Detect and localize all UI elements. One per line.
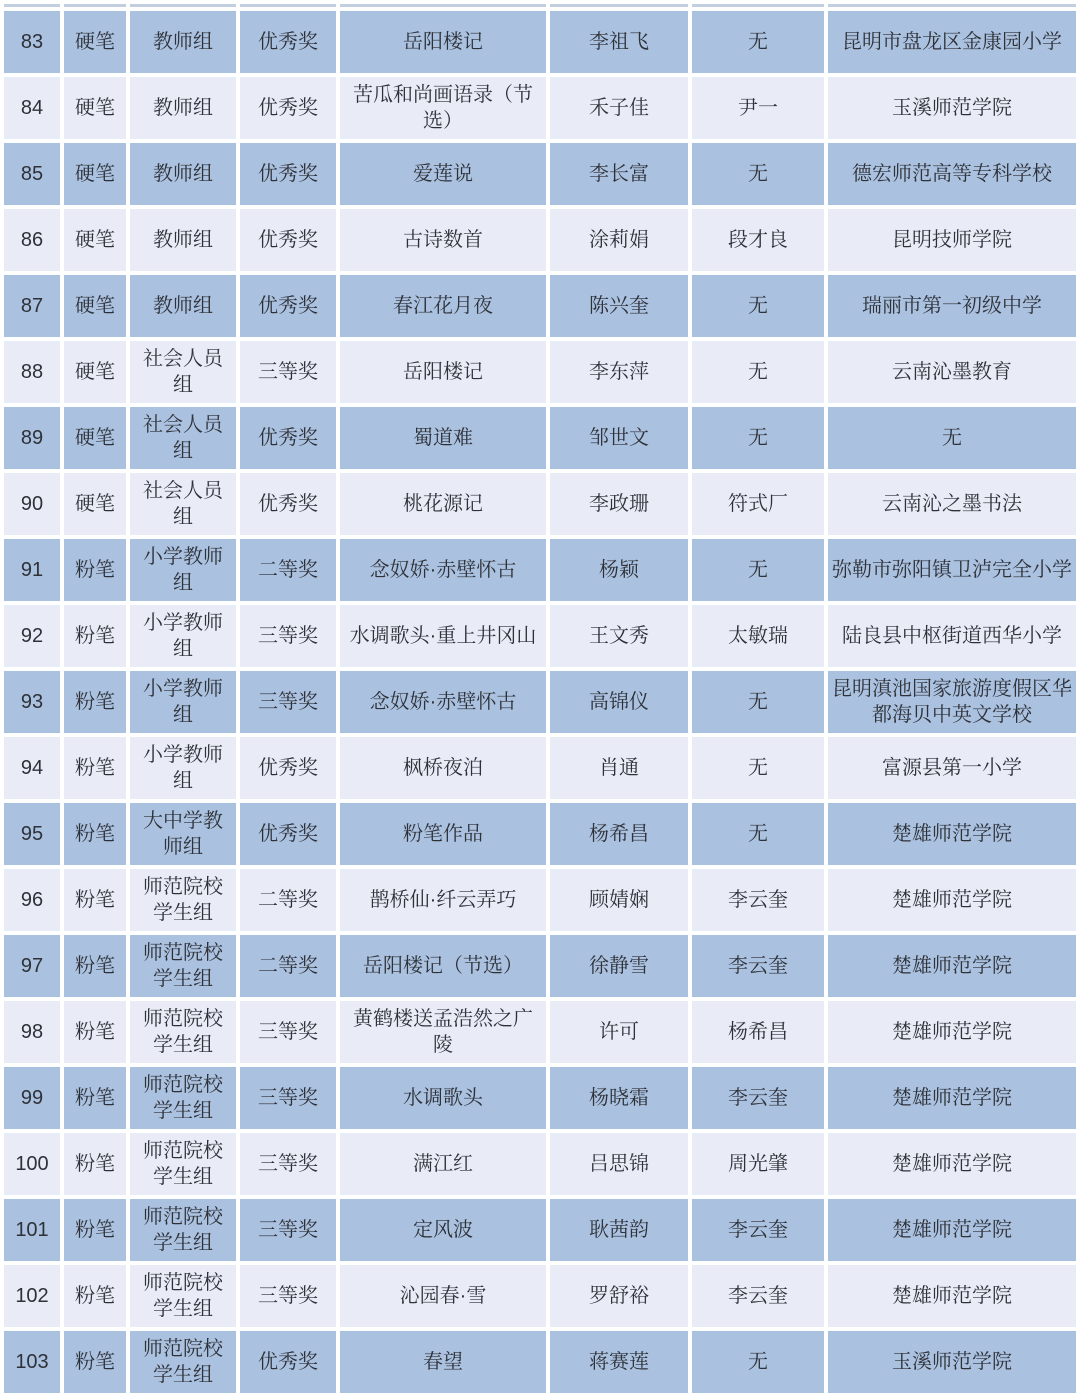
table-row xyxy=(4,473,1076,535)
cell-group: 社会人员组 xyxy=(130,473,236,535)
cell-author: 陈兴奎 xyxy=(550,275,688,337)
cell-instructor: 符式厂 xyxy=(692,473,824,535)
cell-school: 昆明滇池国家旅游度假区华都海贝中英文学校 xyxy=(828,671,1076,733)
table-row xyxy=(4,869,1076,931)
cell-school: 云南沁墨教育 xyxy=(828,341,1076,403)
cell-title: 定风波 xyxy=(340,1199,546,1261)
partial-cell-author xyxy=(550,4,688,7)
cell-instructor: 无 xyxy=(692,407,824,469)
cell-award: 三等奖 xyxy=(240,1133,336,1195)
cell-group: 教师组 xyxy=(130,11,236,73)
cell-instructor: 无 xyxy=(692,671,824,733)
cell-instructor: 尹一 xyxy=(692,77,824,139)
cell-pen: 粉笔 xyxy=(64,1199,126,1261)
table-row xyxy=(4,275,1076,337)
cell-group: 教师组 xyxy=(130,77,236,139)
cell-award: 三等奖 xyxy=(240,1067,336,1129)
cell-pen: 粉笔 xyxy=(64,803,126,865)
table-row xyxy=(4,1331,1076,1393)
table-row xyxy=(4,737,1076,799)
partial-cell-instructor xyxy=(692,4,824,7)
cell-pen: 硬笔 xyxy=(64,473,126,535)
cell-no: 99 xyxy=(4,1067,60,1129)
cell-pen: 粉笔 xyxy=(64,1067,126,1129)
cell-author: 邹世文 xyxy=(550,407,688,469)
cell-group: 社会人员组 xyxy=(130,407,236,469)
partial-cell-title xyxy=(340,4,546,7)
cell-title: 粉笔作品 xyxy=(340,803,546,865)
cell-pen: 粉笔 xyxy=(64,1133,126,1195)
cell-group: 社会人员组 xyxy=(130,341,236,403)
cell-title: 黄鹤楼送孟浩然之广陵 xyxy=(340,1001,546,1063)
cell-no: 85 xyxy=(4,143,60,205)
cell-no: 91 xyxy=(4,539,60,601)
cell-no: 89 xyxy=(4,407,60,469)
cell-pen: 粉笔 xyxy=(64,935,126,997)
cell-no: 100 xyxy=(4,1133,60,1195)
table-row xyxy=(4,1133,1076,1195)
table-row xyxy=(4,935,1076,997)
cell-group: 师范院校学生组 xyxy=(130,1067,236,1129)
cell-title: 苦瓜和尚画语录（节选） xyxy=(340,77,546,139)
cell-group: 小学教师组 xyxy=(130,671,236,733)
cell-instructor: 无 xyxy=(692,539,824,601)
table-row xyxy=(4,539,1076,601)
cell-award: 三等奖 xyxy=(240,1001,336,1063)
cell-author: 肖通 xyxy=(550,737,688,799)
cell-award: 优秀奖 xyxy=(240,11,336,73)
cell-award: 优秀奖 xyxy=(240,473,336,535)
cell-school: 楚雄师范学院 xyxy=(828,935,1076,997)
cell-pen: 硬笔 xyxy=(64,407,126,469)
cell-group: 教师组 xyxy=(130,209,236,271)
cell-instructor: 李云奎 xyxy=(692,1199,824,1261)
cell-group: 师范院校学生组 xyxy=(130,1199,236,1261)
cell-author: 许可 xyxy=(550,1001,688,1063)
table-row xyxy=(4,1001,1076,1063)
cell-school: 瑞丽市第一初级中学 xyxy=(828,275,1076,337)
cell-pen: 粉笔 xyxy=(64,1265,126,1327)
cell-author: 高锦仪 xyxy=(550,671,688,733)
cell-author: 徐静雪 xyxy=(550,935,688,997)
cell-award: 三等奖 xyxy=(240,671,336,733)
cell-no: 93 xyxy=(4,671,60,733)
cell-author: 杨希昌 xyxy=(550,803,688,865)
cell-group: 教师组 xyxy=(130,275,236,337)
cell-group: 小学教师组 xyxy=(130,605,236,667)
cell-title: 春望 xyxy=(340,1331,546,1393)
cell-no: 103 xyxy=(4,1331,60,1393)
cell-no: 86 xyxy=(4,209,60,271)
cell-award: 三等奖 xyxy=(240,1199,336,1261)
cell-group: 师范院校学生组 xyxy=(130,1133,236,1195)
cell-author: 耿茜韵 xyxy=(550,1199,688,1261)
cell-school: 楚雄师范学院 xyxy=(828,1265,1076,1327)
cell-author: 禾子佳 xyxy=(550,77,688,139)
cell-school: 弥勒市弥阳镇卫泸完全小学 xyxy=(828,539,1076,601)
cell-instructor: 段才良 xyxy=(692,209,824,271)
cell-title: 念奴娇·赤壁怀古 xyxy=(340,671,546,733)
cell-award: 二等奖 xyxy=(240,869,336,931)
cell-group: 师范院校学生组 xyxy=(130,869,236,931)
cell-title: 水调歌头·重上井冈山 xyxy=(340,605,546,667)
cell-award: 优秀奖 xyxy=(240,77,336,139)
table-row xyxy=(4,11,1076,73)
cell-no: 101 xyxy=(4,1199,60,1261)
partial-cell-award xyxy=(240,4,336,7)
cell-school: 玉溪师范学院 xyxy=(828,1331,1076,1393)
table-body xyxy=(4,4,1076,1393)
cell-title: 鹊桥仙·纤云弄巧 xyxy=(340,869,546,931)
cell-pen: 硬笔 xyxy=(64,209,126,271)
partial-top-row xyxy=(4,4,1076,7)
cell-instructor: 太敏瑞 xyxy=(692,605,824,667)
cell-award: 三等奖 xyxy=(240,605,336,667)
table-row xyxy=(4,671,1076,733)
cell-instructor: 无 xyxy=(692,275,824,337)
table-row xyxy=(4,341,1076,403)
cell-award: 优秀奖 xyxy=(240,209,336,271)
cell-no: 102 xyxy=(4,1265,60,1327)
cell-award: 二等奖 xyxy=(240,935,336,997)
cell-title: 春江花月夜 xyxy=(340,275,546,337)
cell-award: 二等奖 xyxy=(240,539,336,601)
cell-author: 李长富 xyxy=(550,143,688,205)
cell-school: 楚雄师范学院 xyxy=(828,803,1076,865)
cell-title: 水调歌头 xyxy=(340,1067,546,1129)
cell-pen: 硬笔 xyxy=(64,11,126,73)
cell-award: 优秀奖 xyxy=(240,1331,336,1393)
cell-instructor: 李云奎 xyxy=(692,869,824,931)
partial-cell-no xyxy=(4,4,60,7)
cell-school: 楚雄师范学院 xyxy=(828,1133,1076,1195)
cell-title: 岳阳楼记 xyxy=(340,341,546,403)
cell-instructor: 杨希昌 xyxy=(692,1001,824,1063)
cell-school: 富源县第一小学 xyxy=(828,737,1076,799)
cell-title: 枫桥夜泊 xyxy=(340,737,546,799)
cell-school: 玉溪师范学院 xyxy=(828,77,1076,139)
cell-award: 优秀奖 xyxy=(240,275,336,337)
cell-author: 吕思锦 xyxy=(550,1133,688,1195)
cell-author: 顾婧娴 xyxy=(550,869,688,931)
cell-instructor: 李云奎 xyxy=(692,1265,824,1327)
cell-title: 念奴娇·赤壁怀古 xyxy=(340,539,546,601)
cell-award: 三等奖 xyxy=(240,341,336,403)
cell-pen: 粉笔 xyxy=(64,1331,126,1393)
cell-pen: 硬笔 xyxy=(64,143,126,205)
cell-award: 优秀奖 xyxy=(240,737,336,799)
cell-no: 98 xyxy=(4,1001,60,1063)
cell-title: 满江红 xyxy=(340,1133,546,1195)
cell-pen: 粉笔 xyxy=(64,539,126,601)
cell-author: 李祖飞 xyxy=(550,11,688,73)
cell-pen: 硬笔 xyxy=(64,275,126,337)
cell-author: 李东萍 xyxy=(550,341,688,403)
cell-pen: 硬笔 xyxy=(64,341,126,403)
table-row xyxy=(4,209,1076,271)
cell-pen: 粉笔 xyxy=(64,869,126,931)
cell-no: 95 xyxy=(4,803,60,865)
cell-pen: 粉笔 xyxy=(64,671,126,733)
cell-no: 87 xyxy=(4,275,60,337)
cell-author: 涂莉娟 xyxy=(550,209,688,271)
cell-school: 楚雄师范学院 xyxy=(828,1001,1076,1063)
cell-author: 王文秀 xyxy=(550,605,688,667)
cell-school: 楚雄师范学院 xyxy=(828,1199,1076,1261)
cell-no: 97 xyxy=(4,935,60,997)
cell-school: 昆明市盘龙区金康园小学 xyxy=(828,11,1076,73)
cell-pen: 粉笔 xyxy=(64,737,126,799)
table-row xyxy=(4,803,1076,865)
cell-title: 岳阳楼记（节选） xyxy=(340,935,546,997)
partial-cell-school xyxy=(828,4,1076,7)
cell-no: 92 xyxy=(4,605,60,667)
cell-group: 教师组 xyxy=(130,143,236,205)
cell-author: 蒋赛莲 xyxy=(550,1331,688,1393)
cell-school: 楚雄师范学院 xyxy=(828,1067,1076,1129)
cell-school: 昆明技师学院 xyxy=(828,209,1076,271)
cell-title: 岳阳楼记 xyxy=(340,11,546,73)
cell-instructor: 无 xyxy=(692,737,824,799)
cell-group: 小学教师组 xyxy=(130,737,236,799)
cell-school: 无 xyxy=(828,407,1076,469)
cell-group: 大中学教师组 xyxy=(130,803,236,865)
table-row xyxy=(4,1067,1076,1129)
cell-title: 爱莲说 xyxy=(340,143,546,205)
cell-group: 师范院校学生组 xyxy=(130,1001,236,1063)
cell-author: 李政珊 xyxy=(550,473,688,535)
cell-no: 83 xyxy=(4,11,60,73)
cell-instructor: 无 xyxy=(692,11,824,73)
cell-no: 94 xyxy=(4,737,60,799)
partial-cell-group xyxy=(130,4,236,7)
cell-instructor: 李云奎 xyxy=(692,935,824,997)
cell-author: 杨颖 xyxy=(550,539,688,601)
cell-school: 德宏师范高等专科学校 xyxy=(828,143,1076,205)
cell-title: 蜀道难 xyxy=(340,407,546,469)
partial-cell-pen xyxy=(64,4,126,7)
cell-pen: 粉笔 xyxy=(64,1001,126,1063)
table-row xyxy=(4,605,1076,667)
cell-school: 楚雄师范学院 xyxy=(828,869,1076,931)
cell-instructor: 无 xyxy=(692,1331,824,1393)
cell-no: 90 xyxy=(4,473,60,535)
cell-title: 古诗数首 xyxy=(340,209,546,271)
table-row xyxy=(4,77,1076,139)
cell-instructor: 无 xyxy=(692,341,824,403)
table-row xyxy=(4,143,1076,205)
cell-title: 沁园春·雪 xyxy=(340,1265,546,1327)
cell-no: 96 xyxy=(4,869,60,931)
table-row xyxy=(4,1199,1076,1261)
cell-pen: 硬笔 xyxy=(64,77,126,139)
cell-award: 三等奖 xyxy=(240,1265,336,1327)
cell-award: 优秀奖 xyxy=(240,407,336,469)
cell-school: 云南沁之墨书法 xyxy=(828,473,1076,535)
cell-school: 陆良县中枢街道西华小学 xyxy=(828,605,1076,667)
cell-no: 84 xyxy=(4,77,60,139)
cell-author: 杨晓霜 xyxy=(550,1067,688,1129)
cell-award: 优秀奖 xyxy=(240,143,336,205)
cell-no: 88 xyxy=(4,341,60,403)
cell-group: 师范院校学生组 xyxy=(130,1265,236,1327)
cell-award: 优秀奖 xyxy=(240,803,336,865)
cell-group: 师范院校学生组 xyxy=(130,1331,236,1393)
cell-title: 桃花源记 xyxy=(340,473,546,535)
cell-instructor: 李云奎 xyxy=(692,1067,824,1129)
cell-author: 罗舒裕 xyxy=(550,1265,688,1327)
cell-instructor: 周光肇 xyxy=(692,1133,824,1195)
cell-group: 小学教师组 xyxy=(130,539,236,601)
table-row xyxy=(4,1265,1076,1327)
cell-group: 师范院校学生组 xyxy=(130,935,236,997)
table-row xyxy=(4,407,1076,469)
cell-instructor: 无 xyxy=(692,803,824,865)
cell-instructor: 无 xyxy=(692,143,824,205)
cell-pen: 粉笔 xyxy=(64,605,126,667)
